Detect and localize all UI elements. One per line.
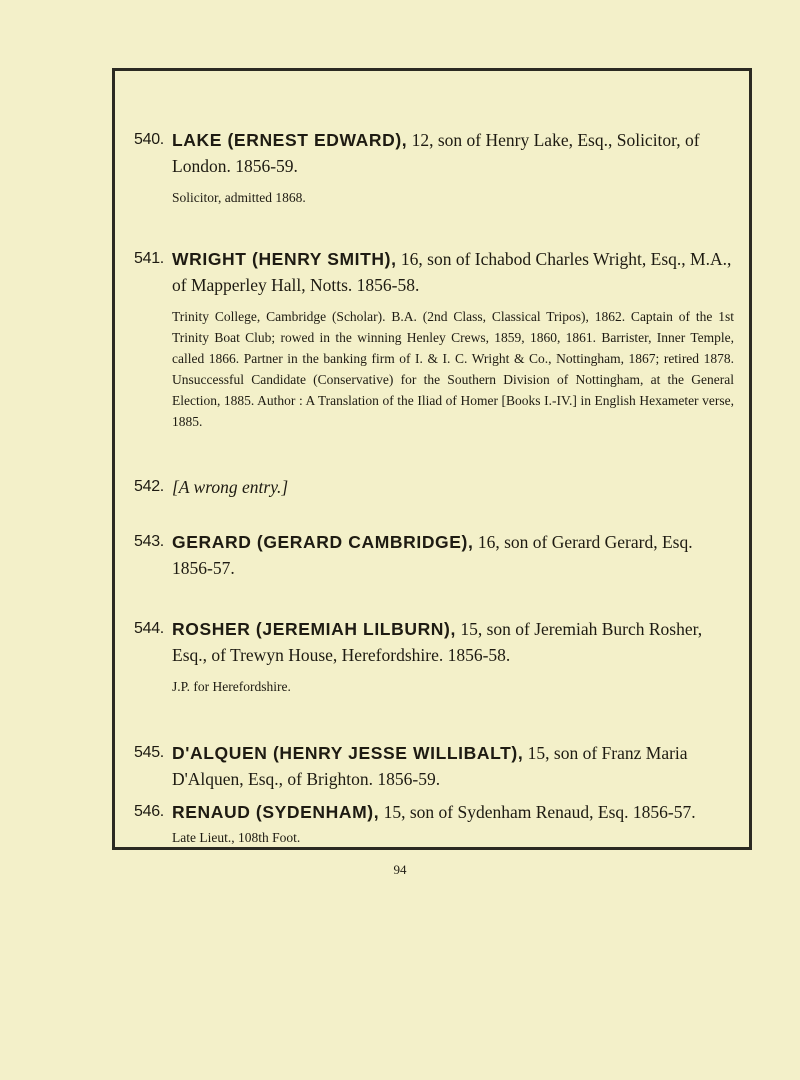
entry-details: [A wrong entry.] (172, 477, 289, 497)
entry-540 (134, 127, 734, 208)
entry-542 (134, 474, 734, 500)
entry-number: 541. (134, 250, 164, 267)
entry-545 (134, 740, 734, 792)
entry-details: 12, son of Henry Lake, Esq., Solicitor, of London. 1856-59. (172, 130, 700, 176)
page-number: 94 (393, 862, 407, 877)
entry-note: Solicitor, admitted 1868. (172, 190, 306, 205)
entry-name: GERARD (GERARD CAMBRIDGE), (172, 532, 474, 552)
entry-heading (134, 799, 734, 825)
entry-details: 16, son of Ichabod Charles Wright, Esq., M.A., of Mapperley Hall, Notts. 1856-58. (172, 249, 732, 295)
entry-note: Late Lieut., 108th Foot. (172, 830, 301, 845)
entry-541 (134, 246, 734, 432)
entry-name: ROSHER (JEREMIAH LILBURN), (172, 619, 456, 639)
entry-heading (134, 529, 734, 581)
entry-546 (134, 799, 734, 848)
entry-heading (134, 246, 734, 298)
entry-number: 543. (134, 533, 164, 550)
entry-heading (134, 740, 734, 792)
entry-details: 15, son of Franz Maria D'Alquen, Esq., of Brighton. 1856-59. (172, 743, 688, 789)
entry-heading (134, 474, 734, 500)
entry-name: RENAUD (SYDENHAM), (172, 802, 380, 822)
entry-heading (134, 127, 734, 179)
entry-name: D'ALQUEN (HENRY JESSE WILLIBALT), (172, 743, 524, 763)
entry-number: 546. (134, 803, 164, 820)
entry-heading (134, 616, 734, 668)
entry-544 (134, 616, 734, 697)
entry-number: 540. (134, 131, 164, 148)
entry-number: 542. (134, 478, 164, 495)
entry-details: 16, son of Gerard Gerard, Esq. 1856-57. (172, 532, 693, 578)
entry-note: J.P. for Herefordshire. (172, 679, 291, 694)
entry-543 (134, 529, 734, 581)
entry-name: WRIGHT (HENRY SMITH), (172, 249, 397, 269)
entry-number: 545. (134, 744, 164, 761)
entry-note: Trinity College, Cambridge (Scholar). B.A. (2nd Class, Classical Tripos), 1862. Captain of the 1st Trinity Boat Club; rowed in the winning Henley Crews, 1859, 1860, 1861. Barrister, Inner Temple, called 1866. Partner in the banking firm of I. & I. C. Wright & Co., Nottingham, 1867; retired 1878. Unsuccessful Candidate (Conservative) for the Southern Division of Nottingham, at the General Election, 1885. Author : A Translation of the Iliad of Homer [Books I.-IV.] in English Hexameter verse, 1885. (172, 309, 734, 429)
entry-details: 15, son of Jeremiah Burch Rosher, Esq., of Trewyn House, Herefordshire. 1856-58. (172, 619, 703, 665)
entry-details: 15, son of Sydenham Renaud, Esq. 1856-57. (383, 802, 696, 822)
entry-name: LAKE (ERNEST EDWARD), (172, 130, 408, 150)
entry-number: 544. (134, 620, 164, 637)
